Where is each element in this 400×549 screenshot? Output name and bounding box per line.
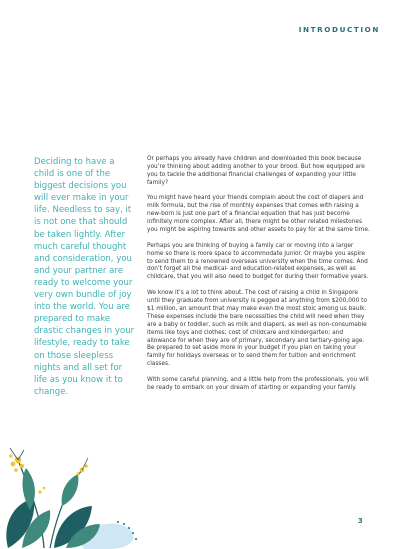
body-text-column: [147, 156, 370, 401]
botanical-leaves-icon: [0, 440, 160, 549]
body-paragraph: We know it’s a lot to think about. The cost of raising a child in Singapore until they graduate from university is pegged at anything from $200,000 to $1 million, an amount that may make even the most stoic among us baulk. These expenses include the bare necessities the child will need when they are a baby or toddler, such as milk and diapers, as well as non-consumable items like toys and clothes; cost of childcare and kindergarten; and allowance for when they are of primary, secondary and tertiary-going age. Be prepared to set aside more in your budget if you plan on taking your family for holidays overseas or to send them for tuition and enrichment classes.: [147, 290, 368, 368]
page-number: 3: [358, 517, 363, 525]
section-title: INTRODUCTION: [298, 25, 380, 34]
pull-quote: Deciding to have a child is one of the biggest decisions you will ever make in your life. Needless to say, it is not one that should be taken lightly. After much careful thought and consideration, you and your partner are ready to welcome your very own bundle of joy into the world. You are prepared to make drastic changes in your lifestyle, ready to take on those sleepless nights and all set for life as you know it to change.: [34, 157, 135, 397]
body-paragraph: Or perhaps you already have children and downloaded this book because you’re thinking about adding another to your brood. But how equipped are you to tackle the additional financial challenges of expanding your little family?: [147, 156, 365, 186]
body-paragraph: Perhaps you are thinking of buying a family car or moving into a larger home so there is more space to accommodate Junior. Or maybe you aspire to send them to a renowned overseas university when the time comes. And don’t forget all the medical- and education-related expenses, as well as childcare, that you will also need to budget for during their formative years.: [147, 242, 369, 281]
body-paragraph: With some careful planning, and a little help from the professionals, you will be ready to embark on your dream of starting or expanding your family.: [147, 376, 369, 391]
body-paragraph: You might have heard your friends complain about the cost of diapers and milk formula, but the rise of monthly expenses that comes with raising a new-born is just one part of a financial equation that has just become infinitely more complex. After all, there might be other related milestones you might be aspiring towards and other assets to pay for at the same time.: [147, 195, 370, 234]
